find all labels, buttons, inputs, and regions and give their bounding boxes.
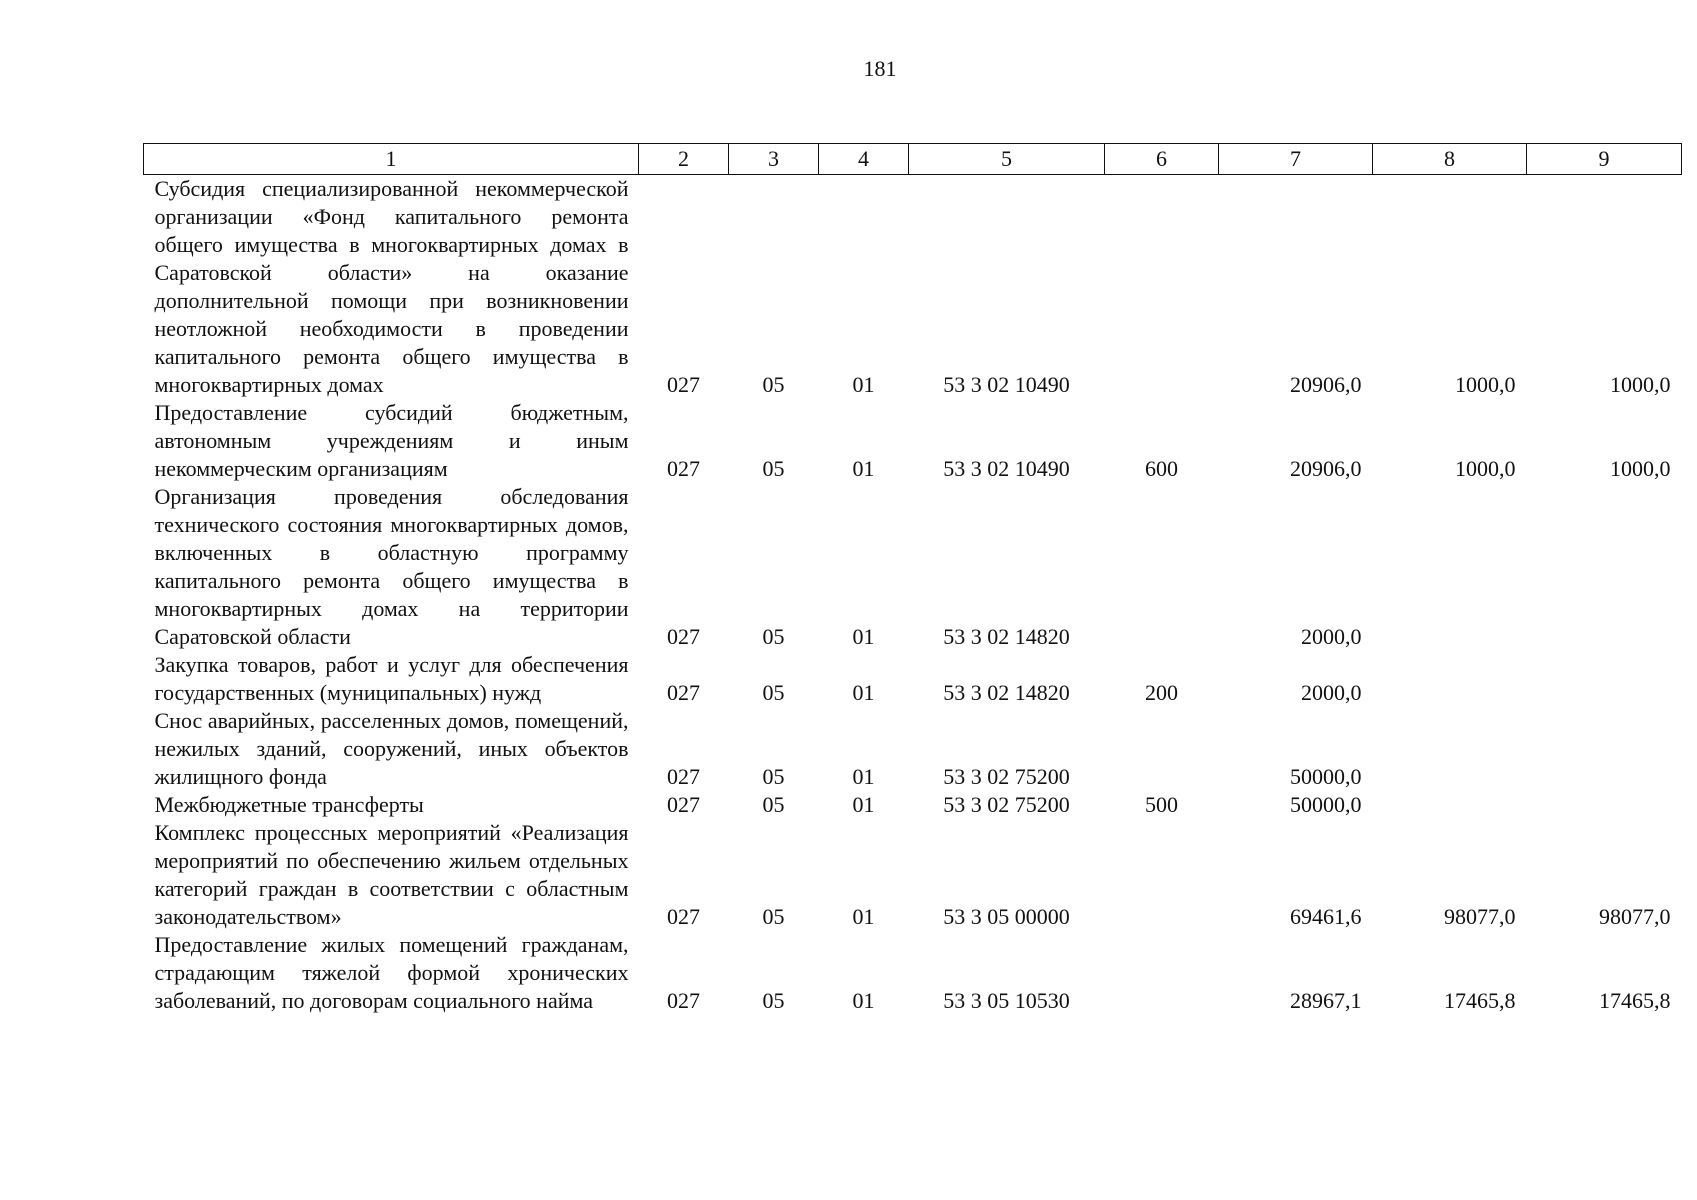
amount-col9 — [1527, 791, 1682, 819]
section-code: 05 — [762, 680, 785, 705]
expense-type-code — [1105, 931, 1219, 1015]
amount-col9 — [1527, 707, 1682, 791]
target-article-code: 53 3 02 75200 — [943, 792, 1070, 817]
amount-col8 — [1373, 791, 1527, 819]
amount-col9: 98077,0 — [1599, 904, 1671, 929]
subsection-code: 01 — [852, 624, 875, 649]
ministry-code: 027 — [667, 904, 700, 929]
column-number-header-row — [144, 144, 1682, 175]
column-header: 2 — [639, 144, 729, 175]
target-article-code: 53 3 05 00000 — [943, 904, 1070, 929]
amount-col9 — [1527, 483, 1682, 651]
amount-col7: 20906,0 — [1290, 456, 1362, 481]
row-description: Предоставление жилых помещений гражданам, страдающим тяжелой формой хронических заболеваний, по договорам социального найма — [154, 932, 629, 1013]
budget-table — [143, 143, 1682, 1015]
subsection-code: 01 — [852, 792, 875, 817]
section-code: 05 — [762, 456, 785, 481]
amount-col9 — [1527, 651, 1682, 707]
amount-col8: 1000,0 — [1455, 456, 1516, 481]
column-header: 7 — [1219, 144, 1373, 175]
target-article-code: 53 3 02 14820 — [943, 624, 1070, 649]
amount-col7: 50000,0 — [1290, 764, 1362, 789]
table-row — [144, 399, 1682, 483]
amount-col7: 50000,0 — [1290, 792, 1362, 817]
subsection-code: 01 — [852, 904, 875, 929]
amount-col7: 28967,1 — [1290, 988, 1362, 1013]
row-description: Снос аварийных, расселенных домов, помещений, нежилых зданий, сооружений, иных объектов жилищного фонда — [154, 708, 629, 789]
amount-col8 — [1373, 707, 1527, 791]
column-header: 4 — [819, 144, 909, 175]
target-article-code: 53 3 05 10530 — [943, 988, 1070, 1013]
row-description: Межбюджетные трансферты — [154, 792, 424, 817]
table-row — [144, 931, 1682, 1015]
row-description: Субсидия специализированной некоммерческой организации «Фонд капитального ремонта общего имущества в многоквартирных домах в Саратовской области» на оказание дополнительной помощи при возникновении неотложной необходимости в проведении капитального ремонта общего имущества в многоквартирных домах — [154, 176, 629, 397]
target-article-code: 53 3 02 10490 — [943, 456, 1070, 481]
page-number: 181 — [863, 56, 897, 81]
table-row — [144, 707, 1682, 791]
row-description: Предоставление субсидий бюджетным, автономным учреждениям и иным некоммерческим организациям — [154, 400, 629, 481]
subsection-code: 01 — [852, 456, 875, 481]
expense-type-code: 500 — [1145, 792, 1178, 817]
amount-col7: 69461,6 — [1290, 904, 1362, 929]
target-article-code: 53 3 02 14820 — [943, 680, 1070, 705]
column-header: 9 — [1527, 144, 1682, 175]
amount-col8: 1000,0 — [1455, 372, 1516, 397]
expense-type-code — [1105, 819, 1219, 931]
expense-type-code — [1105, 707, 1219, 791]
amount-col8 — [1373, 483, 1527, 651]
table-row — [144, 791, 1682, 819]
column-header: 5 — [909, 144, 1105, 175]
ministry-code: 027 — [667, 456, 700, 481]
amount-col7: 20906,0 — [1290, 372, 1362, 397]
amount-col8: 98077,0 — [1444, 904, 1516, 929]
expense-type-code — [1105, 175, 1219, 400]
section-code: 05 — [762, 988, 785, 1013]
section-code: 05 — [762, 372, 785, 397]
row-description: Организация проведения обследования технического состояния многоквартирных домов, включенных в областную программу капитального ремонта общего имущества в многоквартирных домах на территории Саратовской области — [154, 484, 629, 649]
subsection-code: 01 — [852, 988, 875, 1013]
table-row — [144, 651, 1682, 707]
ministry-code: 027 — [667, 372, 700, 397]
expense-type-code: 200 — [1145, 680, 1178, 705]
section-code: 05 — [762, 624, 785, 649]
column-header: 6 — [1105, 144, 1219, 175]
ministry-code: 027 — [667, 792, 700, 817]
subsection-code: 01 — [852, 680, 875, 705]
amount-col9: 1000,0 — [1610, 372, 1671, 397]
column-header: 8 — [1373, 144, 1527, 175]
table-row — [144, 175, 1682, 400]
column-header: 1 — [144, 144, 639, 175]
section-code: 05 — [762, 904, 785, 929]
expense-type-code: 600 — [1145, 456, 1178, 481]
subsection-code: 01 — [852, 372, 875, 397]
section-code: 05 — [762, 764, 785, 789]
row-description: Закупка товаров, работ и услуг для обеспечения государственных (муниципальных) нужд — [154, 652, 629, 705]
amount-col9: 17465,8 — [1599, 988, 1671, 1013]
ministry-code: 027 — [667, 680, 700, 705]
table-row — [144, 483, 1682, 651]
section-code: 05 — [762, 792, 785, 817]
amount-col8: 17465,8 — [1444, 988, 1516, 1013]
ministry-code: 027 — [667, 988, 700, 1013]
subsection-code: 01 — [852, 764, 875, 789]
amount-col7: 2000,0 — [1301, 624, 1362, 649]
amount-col7: 2000,0 — [1301, 680, 1362, 705]
expense-type-code — [1105, 483, 1219, 651]
target-article-code: 53 3 02 75200 — [943, 764, 1070, 789]
ministry-code: 027 — [667, 764, 700, 789]
column-header: 3 — [729, 144, 819, 175]
table-row — [144, 819, 1682, 931]
amount-col8 — [1373, 651, 1527, 707]
target-article-code: 53 3 02 10490 — [943, 372, 1070, 397]
row-description: Комплекс процессных мероприятий «Реализация мероприятий по обеспечению жильем отдельных категорий граждан в соответствии с областным законодательством» — [154, 820, 629, 929]
amount-col9: 1000,0 — [1610, 456, 1671, 481]
ministry-code: 027 — [667, 624, 700, 649]
